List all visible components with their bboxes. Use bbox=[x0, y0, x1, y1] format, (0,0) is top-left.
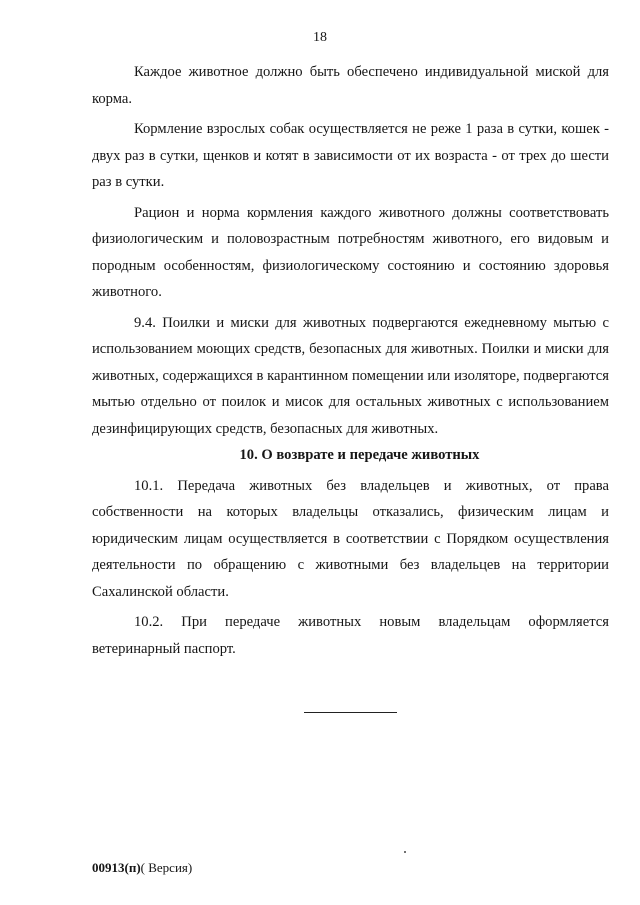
paragraph-diet-norms: Рацион и норма кормления каждого животного должны соответствовать физиологическим и половозрастным потребностям животного, его видовым и породным особенностям, физиологическому состоянию и состоянию здоровья животного. bbox=[92, 204, 609, 300]
paragraph-10-1-transfer: 10.1. Передача животных без владельцев и животных, от права собственности на которых владельцы отказались, физическим лицам и юридическим лицам осуществляется в соответствии с Порядком осуществления деятельности по обращению с животными без владельцев на территории Сахалинской области. bbox=[92, 477, 609, 600]
document-code: 00913(п) bbox=[92, 860, 141, 875]
document-footer bbox=[92, 860, 192, 876]
end-divider-line bbox=[304, 712, 397, 713]
page-number: 18 bbox=[313, 30, 327, 45]
paragraph-10-2-passport: 10.2. При передаче животных новым владельцам оформляется ветеринарный паспорт. bbox=[92, 614, 609, 657]
scan-speck bbox=[404, 851, 406, 853]
paragraph-feeding-frequency: Кормление взрослых собак осуществляется не реже 1 раза в сутки, кошек - двух раз в сутки, щенков и котят в зависимости от их возраста - от трех до шести раз в сутки. bbox=[92, 121, 609, 190]
section-10-heading: 10. О возврате и передаче животных bbox=[239, 447, 480, 463]
paragraph-individual-bowl: Каждое животное должно быть обеспечено индивидуальной миской для корма. bbox=[92, 64, 609, 107]
document-version: ( Версия) bbox=[140, 860, 193, 875]
paragraph-9-4-washing: 9.4. Поилки и миски для животных подвергаются ежедневному мытью с использованием моющих средств, безопасных для животных. Поилки и миски для животных, содержащихся в карантинном помещении или изоляторе, подвергаются мытью отдельно от поилок и мисок для остальных животных с использованием дезинфицирующих средств, безопасных для животных. bbox=[92, 314, 609, 437]
document-body bbox=[92, 59, 609, 662]
